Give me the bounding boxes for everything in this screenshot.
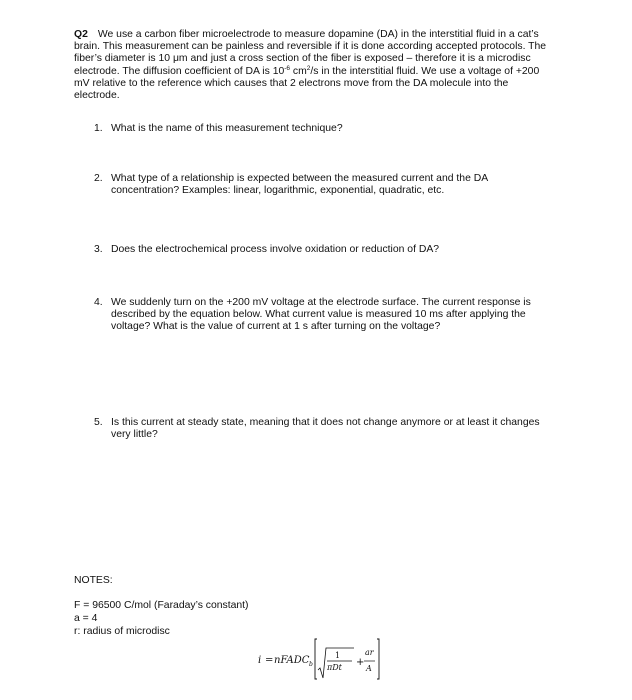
question-label: Q2 (74, 29, 88, 40)
question-intro (74, 29, 552, 102)
diffusion-exponent: -6 (284, 64, 291, 72)
equation-equals: = (265, 655, 274, 666)
fraction-2-denominator: A (366, 664, 372, 673)
sub-question-number: 3. (94, 244, 103, 255)
diffusion-unit: cm (290, 65, 307, 77)
note-radius: r: radius of microdisc (74, 626, 170, 637)
sub-question-text: We suddenly turn on the +200 mV voltage at the electrode surface. The current response is described by the equation below. What current value is measured 10 ms after applying the voltage? What is the value of current at 1 s after turning on the voltage? (111, 297, 531, 333)
notes-heading: NOTES: (74, 575, 113, 586)
intro-text-continued: /s in the interstitial fluid. We use a voltage of +200 mV relative to the reference which causes that 2 electrons move from the DA molecule into the electrode. (74, 65, 540, 102)
fraction-1-numerator: 1 (335, 651, 341, 660)
sub-question-4 (94, 297, 542, 334)
sub-question-text: Is this current at steady state, meaning that it does not change anymore or at least it changes very little? (111, 417, 540, 441)
sub-question-text: Does the electrochemical process involve oxidation or reduction of DA? (111, 244, 440, 255)
equation-svg (258, 636, 388, 680)
equation-plus: + (356, 657, 365, 668)
fraction-2-numerator: ar (365, 648, 374, 657)
note-faraday-constant: F = 96500 C/mol (Faraday’s constant) (74, 600, 249, 611)
sub-question-1 (94, 123, 544, 135)
left-bracket (315, 639, 317, 679)
sub-question-number: 2. (94, 173, 103, 184)
intro-text: We use a carbon fiber microelectrode to measure dopamine (DA) in the interstitial fluid in a cat’s brain. This measurement can be painless and reversible if it is done according accepted protocols. The fiber’s diameter is 10 μm and just a cross section of the fiber is exposed – therefore it is a microdisc electrode. The diffusion coefficient of DA is 10 (74, 29, 547, 77)
equation-lhs: i (258, 655, 262, 666)
equation-subscript: b (309, 661, 313, 668)
current-equation (258, 636, 388, 680)
sub-question-5 (94, 417, 544, 441)
sub-question-number: 5. (94, 417, 103, 428)
right-bracket (377, 639, 379, 679)
equation-prefix: nFADC (274, 655, 310, 666)
diffusion-unit-exponent: 2 (306, 64, 311, 72)
fraction-1-denominator: πDt (327, 663, 342, 672)
sub-question-text: What is the name of this measurement technique? (111, 123, 343, 134)
sub-question-text: What type of a relationship is expected between the measured current and the DA concentration? Examples: linear, logarithmic, exponential, quadratic, etc. (111, 173, 488, 197)
note-a-value: a = 4 (74, 613, 98, 624)
sub-question-3 (94, 244, 544, 256)
sub-question-number: 4. (94, 297, 103, 308)
sub-question-number: 1. (94, 123, 103, 134)
sub-question-2 (94, 173, 544, 197)
